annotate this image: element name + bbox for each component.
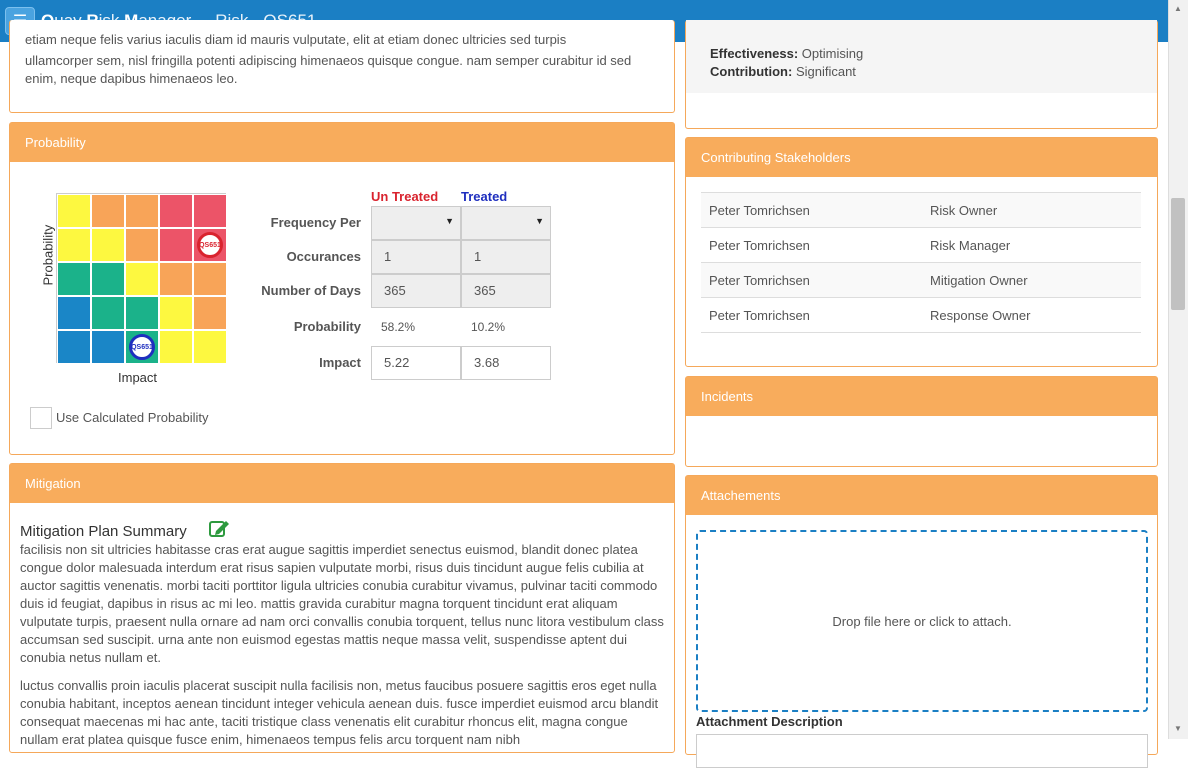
description-panel (9, 20, 675, 113)
matrix-cell[interactable] (91, 262, 125, 296)
treated-impact-field[interactable]: 3.68 (461, 346, 551, 380)
mitigation-paragraph-1: facilisis non sit ultricies habitasse cras erat augue sagittis imperdiet senectus euismod, blandit donec platea congue dolor malesuada interdum erat risus sapien vulputate morbi, risus duis tincidunt augue felis cubilia at auctor sagittis venenatis. morbi taciti porttitor ligula ultricies conubia curabitur vivamus, pulvinar taciti commodo duis id feugiat, dapibus in risus ac mi leo. mattis gravida curabitur magna torquent tincidunt erat aliquam vulputate turpis, praesent nulla ornare ad nam orci convallis conubia torquent, tellus nunc litora vestibulum class accumsan sed suscipit. urna ante non euismod egestas mattis neque massa velit, suspendisse aptent dui conubia netus nullam et. (20, 542, 664, 665)
file-dropzone[interactable] (696, 530, 1148, 712)
stakeholder-role: Risk Owner (930, 202, 998, 218)
treated-frequency-select[interactable] (461, 206, 551, 240)
matrix-cell[interactable] (91, 228, 125, 262)
matrix-cell[interactable] (159, 330, 193, 364)
mitigation-panel (9, 463, 675, 753)
matrix-cell[interactable] (57, 330, 91, 364)
untreated-frequency-select[interactable] (371, 206, 461, 240)
matrix-cell[interactable] (193, 194, 227, 228)
untreated-impact-field[interactable]: 5.22 (371, 346, 461, 380)
scroll-up-arrow-icon[interactable]: ▲ (1174, 4, 1182, 13)
matrix-cell[interactable] (193, 296, 227, 330)
stakeholder-name: Peter Tomrichsen (709, 307, 810, 323)
matrix-cell[interactable] (91, 330, 125, 364)
treated-risk-marker[interactable]: QS651 (129, 334, 155, 360)
mitigation-plan-summary-title: Mitigation Plan Summary (20, 523, 187, 540)
contribution-value: Significant (795, 64, 856, 79)
use-calculated-probability-checkbox[interactable] (30, 407, 52, 429)
matrix-cell[interactable] (193, 262, 227, 296)
matrix-cell[interactable] (57, 296, 91, 330)
scrollbar-thumb[interactable] (1171, 198, 1185, 310)
matrix-cell[interactable] (159, 194, 193, 228)
probability-label: Probability (293, 319, 361, 334)
probability-heading: Probability (10, 123, 674, 162)
treated-days-field[interactable]: 365 (461, 274, 551, 308)
attachments-heading: Attachements (686, 476, 1157, 515)
controls-summary-panel (685, 20, 1158, 129)
untreated-risk-marker[interactable]: QS651 (197, 232, 223, 258)
mitigation-heading: Mitigation (10, 464, 674, 503)
matrix-cell[interactable] (125, 296, 159, 330)
use-calculated-probability-label: Use Calculated Probability (56, 410, 209, 425)
matrix-cell[interactable] (57, 194, 91, 228)
stakeholder-name: Peter Tomrichsen (709, 237, 810, 253)
matrix-cell[interactable] (91, 194, 125, 228)
attachment-description-input[interactable] (696, 734, 1148, 768)
attachments-panel (685, 475, 1158, 755)
matrix-cell[interactable] (159, 262, 193, 296)
matrix-cell[interactable] (91, 296, 125, 330)
stakeholders-table (701, 192, 1141, 333)
untreated-occurances-field[interactable]: 1 (371, 240, 461, 274)
table-row (701, 193, 1141, 228)
treated-occurances-field[interactable]: 1 (461, 240, 551, 274)
page-scrollbar[interactable] (1168, 0, 1188, 739)
dropzone-text: Drop file here or click to attach. (832, 613, 1012, 629)
frequency-per-label: Frequency Per (270, 215, 361, 230)
stakeholder-name: Peter Tomrichsen (709, 272, 810, 288)
dropdown-caret-icon: ▼ (535, 216, 544, 226)
matrix-cell[interactable] (125, 262, 159, 296)
probability-panel (9, 122, 675, 455)
stakeholder-role: Mitigation Owner (930, 272, 1028, 288)
occurances-label: Occurances (286, 249, 361, 264)
mitigation-paragraph-2: luctus convallis proin iaculis placerat suscipit nulla facilisis non, metus faucibus posuere sagittis eros eget nulla conubia habitant, inceptos aenean tincidunt integer vehicula aenean duis. fusce imperdiet euismod arcu blandit consequat maecenas mi hac ante, taciti tristique class venenatis elit curabitur rhoncus elit, magna congue nullam erat platea quisque fusce enim, himenaeos tempus felis arcu torquent nam nibh (20, 678, 659, 747)
incidents-heading: Incidents (686, 377, 1157, 416)
effectiveness-value: Optimising (801, 46, 864, 61)
matrix-cell[interactable] (159, 296, 193, 330)
table-row (701, 263, 1141, 298)
dropdown-caret-icon: ▼ (445, 216, 454, 226)
table-row (701, 298, 1141, 333)
effectiveness-label: Effectiveness: (710, 46, 799, 61)
attachment-description-label: Attachment Description (696, 714, 843, 729)
number-of-days-label: Number of Days (261, 283, 361, 298)
incidents-panel (685, 376, 1158, 467)
matrix-cell[interactable] (193, 330, 227, 364)
matrix-cell[interactable] (125, 228, 159, 262)
untreated-days-field[interactable]: 365 (371, 274, 461, 308)
matrix-cell[interactable] (159, 228, 193, 262)
treated-probability-value: 10.2% (471, 320, 506, 334)
matrix-y-axis-label: Probability (40, 224, 56, 286)
impact-label: Impact (319, 355, 361, 370)
stakeholders-heading: Contributing Stakeholders (686, 138, 1157, 177)
edit-icon[interactable] (208, 518, 232, 538)
treated-column-header: Treated (461, 189, 508, 204)
stakeholder-role: Risk Manager (930, 237, 1011, 253)
matrix-x-axis-label: Impact (118, 370, 158, 385)
matrix-cell[interactable] (57, 228, 91, 262)
matrix-cell[interactable] (57, 262, 91, 296)
untreated-probability-value: 58.2% (381, 320, 416, 334)
stakeholder-role: Response Owner (930, 307, 1031, 323)
scroll-down-arrow-icon[interactable]: ▼ (1174, 724, 1182, 733)
stakeholder-name: Peter Tomrichsen (709, 202, 810, 218)
table-row (701, 228, 1141, 263)
matrix-cell[interactable] (125, 194, 159, 228)
description-text: ullamcorper sem, nisl fringilla potenti adipiscing himenaeos quisque congue. nam semper curabitur id sed enim, neque dapibus himenaeos leo. (25, 53, 632, 86)
contribution-label: Contribution: (710, 64, 793, 79)
untreated-column-header: Un Treated (371, 189, 439, 204)
stakeholders-panel (685, 137, 1158, 367)
description-text-cut: etiam neque felis varius iaculis diam id mauris vulputate, elit at etiam donec ultricies sed turpis (25, 32, 567, 47)
